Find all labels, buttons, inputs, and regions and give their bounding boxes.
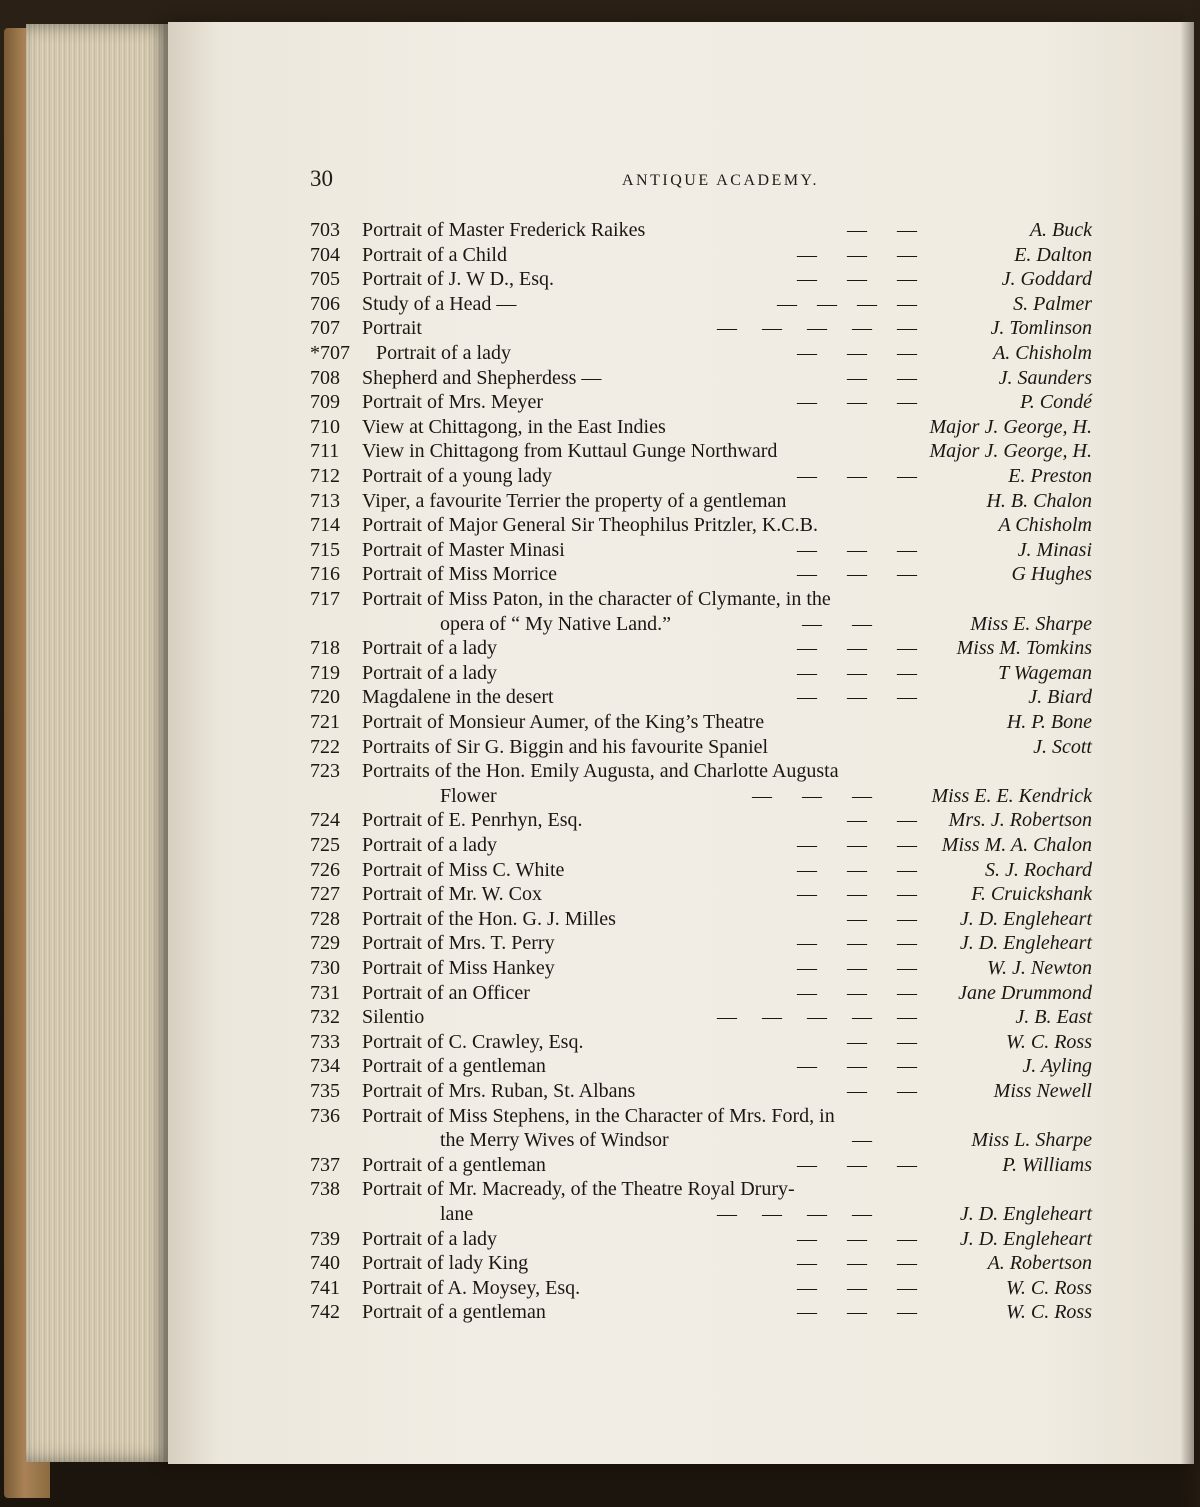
entry-title: Portrait of E. Penrhyn, Esq. <box>362 809 583 832</box>
entry-number: 719 <box>310 661 340 684</box>
entry-dashes: — — — — <box>777 292 917 315</box>
entry-artist: Miss M. Tomkins <box>956 637 1092 660</box>
catalogue-entry <box>310 1276 1092 1300</box>
entry-title: Study of a Head — <box>362 292 517 315</box>
catalogue-entry <box>310 1177 1092 1201</box>
catalogue-entry <box>310 1005 1092 1029</box>
catalogue-entry <box>310 907 1092 931</box>
entry-title: Portrait of Mr. Macready, of the Theatre Royal Drury- <box>362 1178 795 1201</box>
entry-number: 734 <box>310 1055 340 1078</box>
entry-artist: H. B. Chalon <box>986 489 1092 512</box>
entry-title: Portrait of the Hon. G. J. Milles <box>362 907 616 930</box>
entry-dashes: — — — <box>797 1227 917 1250</box>
entry-title: Portrait of Master Frederick Raikes <box>362 219 646 241</box>
catalogue-entry <box>310 981 1092 1005</box>
entry-artist: Mrs. J. Robertson <box>948 809 1092 832</box>
entry-dashes: — — — <box>797 686 917 709</box>
entry-title: Portrait of a Child <box>362 243 507 266</box>
entry-artist: J. D. Engleheart <box>959 1203 1092 1225</box>
catalogue-entry <box>310 931 1092 955</box>
catalogue-entry <box>310 1104 1092 1128</box>
entry-artist: J. D. Engleheart <box>959 932 1092 955</box>
catalogue-entry <box>310 415 1092 439</box>
entry-number: 707 <box>310 317 340 340</box>
entry-artist: J. D. Engleheart <box>959 1227 1092 1250</box>
entry-title: Portrait of Miss Hankey <box>362 957 555 979</box>
entry-dashes: — — <box>847 809 917 832</box>
entry-number: 721 <box>310 711 340 733</box>
entry-number: 733 <box>310 1030 340 1053</box>
catalogue-entry <box>310 858 1092 882</box>
entry-artist: J. Scott <box>1033 735 1092 758</box>
entry-title: Portrait of Mr. W. Cox <box>362 883 543 906</box>
entry-title: Portrait of a young lady <box>362 465 552 487</box>
entry-number: 742 <box>310 1301 340 1324</box>
entry-artist: J. Ayling <box>1022 1055 1092 1078</box>
entry-title-continued: lane <box>440 1203 474 1225</box>
catalogue-entry <box>310 808 1092 832</box>
entry-dashes: — — — <box>797 1055 917 1078</box>
entry-number: 708 <box>310 366 340 389</box>
entry-number: 704 <box>310 243 340 266</box>
entry-number: 711 <box>310 440 340 463</box>
entry-number: 705 <box>310 268 340 291</box>
entry-title: Portraits of the Hon. Emily Augusta, and Charlotte Augusta <box>362 760 839 783</box>
entry-dashes: — — <box>847 366 917 389</box>
catalogue-entry-continuation <box>310 612 1092 636</box>
entry-dashes: — — — <box>797 1276 917 1299</box>
entry-title: Portrait of a lady <box>362 661 497 684</box>
entry-title: Portrait of Miss Paton, in the character of Clymante, in the <box>362 588 831 610</box>
entry-number: 717 <box>310 588 340 610</box>
entry-number: 709 <box>310 391 340 414</box>
entry-dashes: — — — <box>797 834 917 856</box>
catalogue-entry-continuation <box>310 1128 1092 1152</box>
catalogue-entry <box>310 735 1092 759</box>
catalogue-entry <box>310 1054 1092 1078</box>
entry-number: 725 <box>310 834 340 856</box>
entry-number: 716 <box>310 563 340 586</box>
catalogue-entry <box>310 366 1092 390</box>
entry-number: 715 <box>310 538 340 561</box>
entry-title: Portrait of a gentleman <box>362 1153 546 1176</box>
entry-title: Portrait of a lady <box>362 834 497 856</box>
entry-title: Silentio <box>362 1006 425 1029</box>
entry-dashes: — — <box>802 612 872 635</box>
entry-number: 724 <box>310 809 340 832</box>
entry-artist: F. Cruickshank <box>971 883 1092 906</box>
entry-artist: Miss E. Sharpe <box>970 612 1092 635</box>
entry-title: Portrait of a lady <box>362 637 497 660</box>
entry-artist: J. Saunders <box>998 366 1092 389</box>
catalogue-entry-continuation <box>310 784 1092 808</box>
entry-title: Shepherd and Shepherdess — <box>362 366 602 389</box>
catalogue-entry <box>310 661 1092 685</box>
entry-dashes: — — — <box>797 637 917 660</box>
entry-number: 740 <box>310 1252 340 1275</box>
entry-dashes: — — — <box>797 661 917 684</box>
entry-number: 723 <box>310 760 340 783</box>
entry-artist: W. C. Ross <box>1006 1301 1092 1324</box>
entry-dashes: — — — <box>797 465 917 487</box>
entry-number: 732 <box>310 1006 340 1029</box>
entry-artist: E. Preston <box>1008 465 1092 487</box>
catalogue-entry <box>310 538 1092 562</box>
entry-title: Portrait of a lady <box>362 1227 497 1250</box>
entry-artist: H. P. Bone <box>1006 711 1092 733</box>
entry-artist: A Chisholm <box>998 514 1092 537</box>
catalogue-entry <box>310 1079 1092 1103</box>
entry-dashes: — — — <box>797 538 917 561</box>
entry-title: Viper, a favourite Terrier the property of a gentleman <box>362 489 787 512</box>
entry-artist: Miss L. Sharpe <box>971 1129 1092 1152</box>
entry-dashes: — — — <box>797 1252 917 1275</box>
entry-artist: Major J. George, H. <box>929 440 1092 463</box>
entry-title-continued: opera of “ My Native Land.” <box>440 612 672 635</box>
entry-artist: S. Palmer <box>1013 292 1092 315</box>
entry-artist: A. Robertson <box>987 1252 1092 1275</box>
entry-title: Portrait of Miss Morrice <box>362 563 557 586</box>
catalogue-entry <box>310 390 1092 414</box>
entry-title: Portrait of Master Minasi <box>362 538 565 561</box>
entry-artist: S. J. Rochard <box>984 858 1092 881</box>
catalogue-entry <box>310 710 1092 734</box>
entry-number: 731 <box>310 981 340 1004</box>
entry-dashes: — — — <box>797 932 917 955</box>
catalogue-entry <box>310 218 1092 242</box>
entry-dashes: — — — <box>797 957 917 979</box>
catalogue-entry <box>310 636 1092 660</box>
entry-number: 722 <box>310 735 340 758</box>
page-number: 30 <box>310 166 333 191</box>
entry-artist: E. Dalton <box>1014 243 1092 266</box>
entry-number: 718 <box>310 637 340 660</box>
catalogue-entry <box>310 1227 1092 1251</box>
catalogue-entry <box>310 243 1092 267</box>
entry-dashes: — — — <box>752 784 872 807</box>
entry-artist: W. J. Newton <box>987 957 1092 979</box>
entry-number: 726 <box>310 858 340 881</box>
page-shadow <box>1180 0 1200 1507</box>
catalogue-entry <box>310 1153 1092 1177</box>
entry-number: 714 <box>310 514 340 537</box>
entry-title: Portrait of Mrs. T. Perry <box>362 932 555 955</box>
entry-number: 741 <box>310 1276 340 1299</box>
entry-title: Portrait of Miss Stephens, in the Character of Mrs. Ford, in <box>362 1104 835 1127</box>
entry-dashes: — — — <box>797 268 917 291</box>
entry-number: 713 <box>310 489 340 512</box>
catalogue-entry <box>310 685 1092 709</box>
entry-artist: A. Chisholm <box>993 342 1092 364</box>
entry-artist: P. Williams <box>1002 1153 1092 1176</box>
catalogue-entry <box>310 1251 1092 1275</box>
entry-dashes: — — — <box>797 883 917 906</box>
entry-dashes: — — — — — <box>717 1006 917 1029</box>
catalogue-entry <box>310 1300 1092 1324</box>
entry-artist: Miss M. A. Chalon <box>941 834 1092 856</box>
catalogue-entry <box>310 833 1092 857</box>
entry-title: Portrait of Monsieur Aumer, of the King’s Theatre <box>362 711 765 733</box>
entry-title-continued: Flower <box>440 784 497 807</box>
entry-number: 739 <box>310 1227 340 1250</box>
entry-title: Portrait of Major General Sir Theophilus Pritzler, K.C.B. <box>362 514 818 537</box>
entry-dashes: — — <box>847 1080 917 1102</box>
entry-title: Portrait of a lady <box>376 342 511 364</box>
entry-number: 720 <box>310 686 340 709</box>
entry-title: Portrait of Mrs. Ruban, St. Albans <box>362 1080 636 1102</box>
entry-title: Magdalene in the desert <box>362 686 554 709</box>
entry-title: Portrait of Mrs. Meyer <box>362 391 544 414</box>
entry-artist: J. Goddard <box>1001 268 1092 291</box>
entry-artist: A. Buck <box>1029 219 1092 241</box>
catalogue-entry <box>310 1030 1092 1054</box>
entry-number: 735 <box>310 1080 340 1102</box>
entry-number: 736 <box>310 1104 340 1127</box>
catalogue-entry <box>310 882 1092 906</box>
entry-artist: W. C. Ross <box>1006 1030 1092 1053</box>
entry-title: Portrait of lady King <box>362 1252 529 1275</box>
entry-artist: J. Biard <box>1028 686 1092 709</box>
catalogue-entry <box>310 956 1092 980</box>
entry-title: Portrait of Miss C. White <box>362 858 565 881</box>
entry-artist: J. B. East <box>1015 1006 1092 1029</box>
entry-artist: J. Tomlinson <box>990 317 1092 340</box>
entry-dashes: — — <box>847 907 917 930</box>
entry-dashes: — — <box>847 219 917 241</box>
catalogue-entry-continuation <box>310 1202 1092 1226</box>
entry-dashes: — — — <box>797 981 917 1004</box>
catalogue-entry <box>310 464 1092 488</box>
entry-artist: Major J. George, H. <box>929 415 1092 438</box>
entry-number: 712 <box>310 465 340 487</box>
entry-dashes: — — — <box>797 1153 917 1176</box>
entry-artist: Jane Drummond <box>958 981 1092 1004</box>
entry-title: View at Chittagong, in the East Indies <box>362 415 666 438</box>
entry-number: 729 <box>310 932 340 955</box>
running-head: ANTIQUE ACADEMY. <box>622 172 820 189</box>
entry-artist: P. Condé <box>1020 391 1092 414</box>
entry-title-continued: the Merry Wives of Windsor <box>440 1129 669 1152</box>
entry-artist: Miss E. E. Kendrick <box>931 784 1092 807</box>
entry-dashes: — — — — — <box>717 317 917 340</box>
catalogue-entry <box>310 587 1092 611</box>
entry-artist: T Wageman <box>998 661 1092 684</box>
entry-artist: W. C. Ross <box>1006 1276 1092 1299</box>
catalogue-entry <box>310 439 1092 463</box>
catalogue-entry <box>310 759 1092 783</box>
entry-number: 738 <box>310 1178 340 1201</box>
entry-title: View in Chittagong from Kuttaul Gunge Northward <box>362 440 778 463</box>
entry-title: Portrait of a gentleman <box>362 1055 546 1078</box>
catalogue-entry <box>310 562 1092 586</box>
entry-number: 727 <box>310 883 340 906</box>
entry-artist: Miss Newell <box>993 1080 1092 1102</box>
entry-number: 703 <box>310 219 340 241</box>
entry-artist: J. Minasi <box>1017 538 1092 561</box>
catalogue-entry <box>310 267 1092 291</box>
entry-dashes: — — — <box>797 342 917 364</box>
entry-dashes: — — — <box>797 858 917 881</box>
entry-number: 737 <box>310 1153 340 1176</box>
catalogue-entry <box>310 316 1092 340</box>
entry-title: Portrait of J. W D., Esq. <box>362 268 555 291</box>
entry-number: 710 <box>310 415 340 438</box>
catalogue-entry <box>310 489 1092 513</box>
entry-dashes: — <box>852 1129 872 1152</box>
entry-title: Portrait of C. Crawley, Esq. <box>362 1030 584 1053</box>
entry-number: 730 <box>310 957 340 979</box>
catalogue-entry <box>310 292 1092 316</box>
entry-title: Portraits of Sir G. Biggin and his favourite Spaniel <box>362 735 769 758</box>
catalogue-entry <box>310 513 1092 537</box>
entry-dashes: — — — <box>797 563 917 586</box>
entry-dashes: — — <box>847 1030 917 1053</box>
entry-dashes: — — — <box>797 391 917 414</box>
entry-number: 728 <box>310 907 340 930</box>
entry-title: Portrait <box>362 317 422 340</box>
entry-dashes: — — — <box>797 1301 917 1324</box>
entry-artist: G Hughes <box>1011 563 1092 586</box>
entry-title: Portrait of A. Moysey, Esq. <box>362 1276 581 1299</box>
entry-dashes: — — — — <box>717 1203 872 1225</box>
entry-number: 706 <box>310 292 340 315</box>
catalogue-entry <box>310 341 1092 365</box>
entry-dashes: — — — <box>797 243 917 266</box>
entry-title: Portrait of a gentleman <box>362 1301 546 1324</box>
entry-artist: J. D. Engleheart <box>959 907 1092 930</box>
entry-number: *707 <box>310 342 350 364</box>
entry-title: Portrait of an Officer <box>362 981 530 1004</box>
